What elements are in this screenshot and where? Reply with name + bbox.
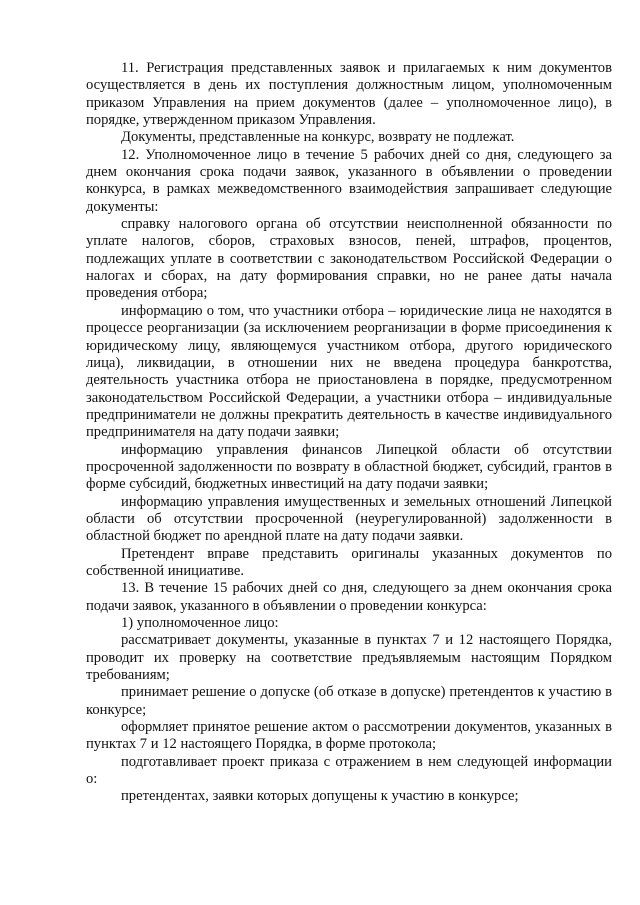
paragraph-protocol-act: оформляет принятое решение актом о рассмотрении документов, указанных в пунктах 7 и 12 настоящего Порядка, в форме протокола;	[86, 719, 612, 753]
paragraph-originals-initiative: Претендент вправе представить оригиналы указанных документов по собственной инициативе.	[86, 545, 612, 579]
document-page	[86, 60, 612, 806]
paragraph-reviews-documents: рассматривает документы, указанные в пунктах 7 и 12 настоящего Порядка, проводит их проверку на соответствие предъявляемым настоящим Порядком требованиям;	[86, 632, 612, 684]
paragraph-admission-decision: принимает решение о допуске (об отказе в допуске) претендентов к участию в конкурсе;	[86, 684, 612, 718]
paragraph-draft-order: подготавливает проект приказа с отражением в нем следующей информации о:	[86, 753, 612, 788]
paragraph-13-review-period: 13. В течение 15 рабочих дней со дня, следующего за днем окончания срока подачи заявок, указанного в объявлении о проведении конкурса:	[86, 580, 612, 614]
paragraph-documents-not-returned: Документы, представленные на конкурс, возврату не подлежат.	[121, 129, 515, 146]
paragraph-tax-certificate: справку налогового органа об отсутствии неисполненной обязанности по уплате налогов, сборов, страховых взносов, пеней, штрафов, процентов, подлежащих уплате в соответствии с законодательством Российской Федерации о налогах и сборах, на дату формирования справки, но не ранее даты начала проведения отбора;	[86, 216, 612, 302]
paragraph-reorganization-info: информацию о том, что участники отбора – юридические лица не находятся в процессе реорганизации (за исключением реорганизации в форме присоединения к юридическому лицу, являющемуся участником отбора, другого юридического лица), ликвидации, в отношении них не введена процедура банкротства, деятельность участника отбора не приостановлена в порядке, предусмотренном законодательством Российской Федерации, а участники отбора – индивидуальные предприниматели не должны прекратить деятельность в качестве индивидуального предпринимателя на дату подачи заявки;	[86, 302, 612, 441]
paragraph-authorized-person: 1) уполномоченное лицо:	[121, 615, 279, 631]
paragraph-12-requests: 12. Уполномоченное лицо в течение 5 рабочих дней со дня, следующего за днем окончания срока подачи заявок, указанного в объявлении о проведении конкурса, в рамках межведомственного взаимодействия запрашивает следующие документы:	[86, 146, 612, 215]
paragraph-property-debt-info: информацию управления имущественных и земельных отношений Липецкой области об отсутствии просроченной (неурегулированной) задолженности в областной бюджет по арендной плате на дату подачи заявки.	[86, 493, 612, 545]
paragraph-11-registration: 11. Регистрация представленных заявок и прилагаемых к ним документов осуществляется в день их поступления должностным лицом, уполномоченным приказом Управления на прием документов (далее – уполномоченное лицо), в порядке, утвержденном приказом Управления.	[86, 60, 612, 129]
paragraph-finance-debt-info: информацию управления финансов Липецкой области об отсутствии просроченной задолженности по возврату в областной бюджет, субсидий, грантов в форме субсидий, бюджетных инвестиций на дату подачи заявки;	[86, 441, 612, 493]
paragraph-admitted-applicants: претендентах, заявки которых допущены к участию в конкурсе;	[121, 788, 519, 805]
